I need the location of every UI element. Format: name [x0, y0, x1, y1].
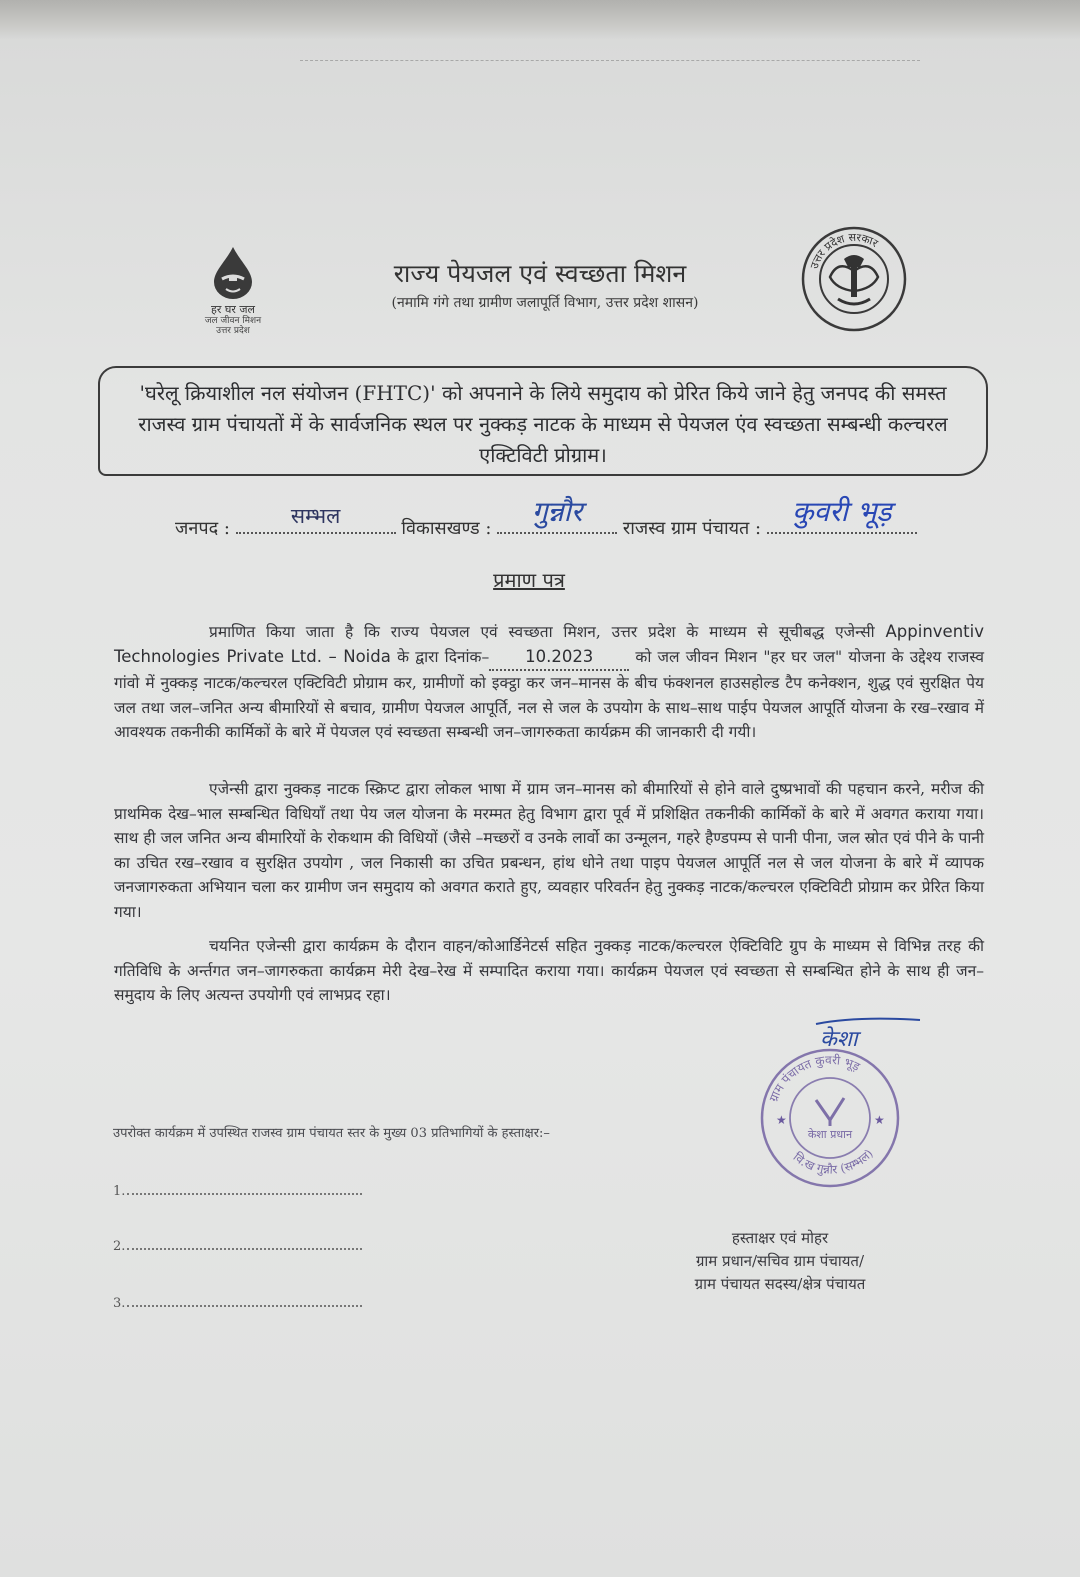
panchayat-stamp-icon — [756, 1042, 904, 1192]
participant-signature-line-2: 2. — [113, 1238, 362, 1254]
logo-caption-jal-jeevan-mission: जल जीवन मिशन — [204, 316, 262, 326]
svg-text:ग्राम पंचायत कुवरी भूड़: ग्राम पंचायत कुवरी भूड़ — [766, 1052, 863, 1104]
agency-name: Appinventiv Technologies Private Ltd. – Noida — [114, 622, 984, 666]
designation-line-2: ग्राम पंचायत सदस्य/क्षेत्र पंचायत — [694, 1275, 866, 1293]
p1-body: को जल जीवन मिशन "हर घर जल" योजना के उद्देश्य राजस्व गांवो में नुक्कड़ नाटक/कल्चरल एक्टिविटी प्रोग्राम कर, ग्रामीणों को इक्ट्ठा कर जन–मानस के बीच फंक्शनल हाउसहोल्ड टैप कनेक्शन, शुद्ध एवं सुरक्षित पेय जल तथा जल–जनित अन्य बीमारियों से बचाव, ग्रामीण पेयजल आपूर्ति, नल से जल के उपयोग के साथ–साथ पाईप पेयजल आपूर्ति योजना के रख–रखाव में आवश्यक तकनीकी कार्मिकों के बारे में पेयजल एवं स्वच्छता सम्बन्धी जन–जागरुकता कार्यक्रम की जानकारी दी गयी। — [114, 647, 985, 742]
svg-text:★: ★ — [776, 1113, 787, 1127]
p1-intro: प्रमाणित किया जाता है कि राज्य पेयजल एवं स्वच्छता मिशन, उत्तर प्रदेश के माध्यम से सूचीबद्ध एजेन्सी — [209, 623, 875, 641]
certificate-title: प्रमाण पत्र — [493, 568, 565, 592]
sign-and-seal-label: हस्ताक्षर एवं मोहर — [731, 1229, 829, 1247]
mission-title: राज्य पेयजल एवं स्वच्छता मिशन — [393, 259, 687, 288]
water-drop-icon — [208, 245, 258, 300]
certificate-paragraph-3 — [114, 934, 984, 1008]
event-date-value: 10.2023 — [525, 646, 594, 666]
block-field — [497, 495, 617, 534]
certificate-paragraph-1 — [114, 620, 984, 745]
jal-jeevan-mission-logo — [188, 245, 278, 340]
up-government-emblem-icon — [800, 225, 908, 333]
event-date-field — [489, 645, 629, 672]
mission-subtitle: (नमामि गंगे तथा ग्रामीण जलापूर्ति विभाग, उत्तर प्रदेश शासन) — [391, 295, 699, 311]
logo-caption-state: उत्तर प्रदेश — [216, 326, 250, 336]
paper-edge-shadow — [0, 0, 1080, 40]
program-title-box: 'घरेलू क्रियाशील नल संयोजन (FHTC)' को अपनाने के लिये समुदाय को प्रेरित किये जाने हेतु जनपद की समस्त राजस्व ग्राम पंचायतों में के सार्वजनिक स्थल पर नुक्कड़ नाटक के माध्यम से पेयजल एंव स्वच्छता सम्बन्धी कल्चरल एक्टिविटी प्रोग्राम। — [98, 366, 988, 476]
block-value: गुन्नौर — [531, 495, 583, 528]
p3-body: चयनित एजेन्सी द्वारा कार्यक्रम के दौरान वाहन/कोआर्डिनेटर्स सहित नुक्कड़ नाटक/कल्चरल ऐक्टिविटि ग्रुप के माध्यम से विभिन्न तरह की गतिविधि के अर्न्तगत जन–जागरुकता कार्यक्रम मेरी देख–रेख में सम्पादित कराया गया। कार्यक्रम पेयजल एवं स्वच्छता से सम्बन्धित होने के साथ ही जन–समुदाय के लिए अत्यन्त उपयोगी एवं लाभप्रद रहा। — [114, 937, 984, 1005]
panchayat-label: राजस्व ग्राम पंचायत : — [622, 518, 762, 539]
panchayat-value: कुवरी भूड़ — [792, 495, 892, 528]
svg-text:★: ★ — [874, 1113, 885, 1127]
designation-line-1: ग्राम प्रधान/सचिव ग्राम पंचायत/ — [695, 1252, 865, 1270]
svg-text:केशा: केशा — [820, 1027, 858, 1052]
p1-date-label: के द्वारा दिनांक– — [397, 647, 490, 666]
svg-text:उत्तर प्रदेश सरकार: उत्तर प्रदेश सरकार — [807, 230, 881, 271]
logo-caption-har-ghar-jal: हर घर जल — [211, 303, 255, 316]
location-fields — [175, 495, 1035, 540]
p2-body: एजेन्सी द्वारा नुक्कड़ नाटक स्क्रिप्ट द्वारा लोकल भाषा में ग्राम जन–मानस को बीमारियों से होने वाले दुष्प्रभावों की पहचान करने, मरीज की प्राथमिक देख–भाल सम्बन्धित विधियाँ तथा पेय जल योजना के मरम्मत हेतु विभाग द्वारा पूर्व में प्रशिक्षित तकनीकी कार्मिकों के बारे में अवगत कराया गया। साथ ही जल जनित अन्य बीमारियों के रोकथाम की विधियों (जैसे –मच्छरों व उनके लार्वो का उन्मूलन, गहरे हैण्डपम्प से पानी पीना, जल स्रोत एवं पीने के पानी का उचित रख–रखाव व सुरक्षित उपयोग , जल निकासी का उचित प्रबन्धन, हांथ धोने तथा पाइप पेयजल आपूर्ति नल से जल योजना के बारे में व्यापक जनजागरुकता अभियान चला कर ग्रामीण जन समुदाय को अवगत कराते हुए, व्यवहार परिवर्तन हेतु नुक्कड़ नाटक/कल्चरल एक्टिविटी प्रोग्राम कर प्रेरित किया गया। — [114, 780, 984, 921]
district-field — [236, 504, 396, 534]
fold-line — [300, 60, 920, 62]
participant-signature-line-3: 3. — [113, 1295, 362, 1311]
district-label: जनपद : — [175, 518, 230, 539]
participant-signature-line-1: 1. — [113, 1183, 362, 1199]
svg-text:केशा प्रधान: केशा प्रधान — [807, 1128, 853, 1141]
certificate-paragraph-2 — [114, 777, 984, 925]
block-label: विकासखण्ड : — [401, 518, 492, 539]
panchayat-field — [767, 495, 917, 534]
participants-signature-note: उपरोक्त कार्यक्रम में उपस्थित राजस्व ग्राम पंचायत स्तर के मुख्य 03 प्रतिभागियों के हस्ताक्षर:– — [113, 1126, 550, 1141]
district-value: सम्भल — [290, 504, 341, 528]
authority-sign-block — [640, 1227, 920, 1296]
svg-text:वि.ख गुन्नौर (सम्भल): वि.ख गुन्नौर (सम्भल) — [790, 1146, 876, 1177]
